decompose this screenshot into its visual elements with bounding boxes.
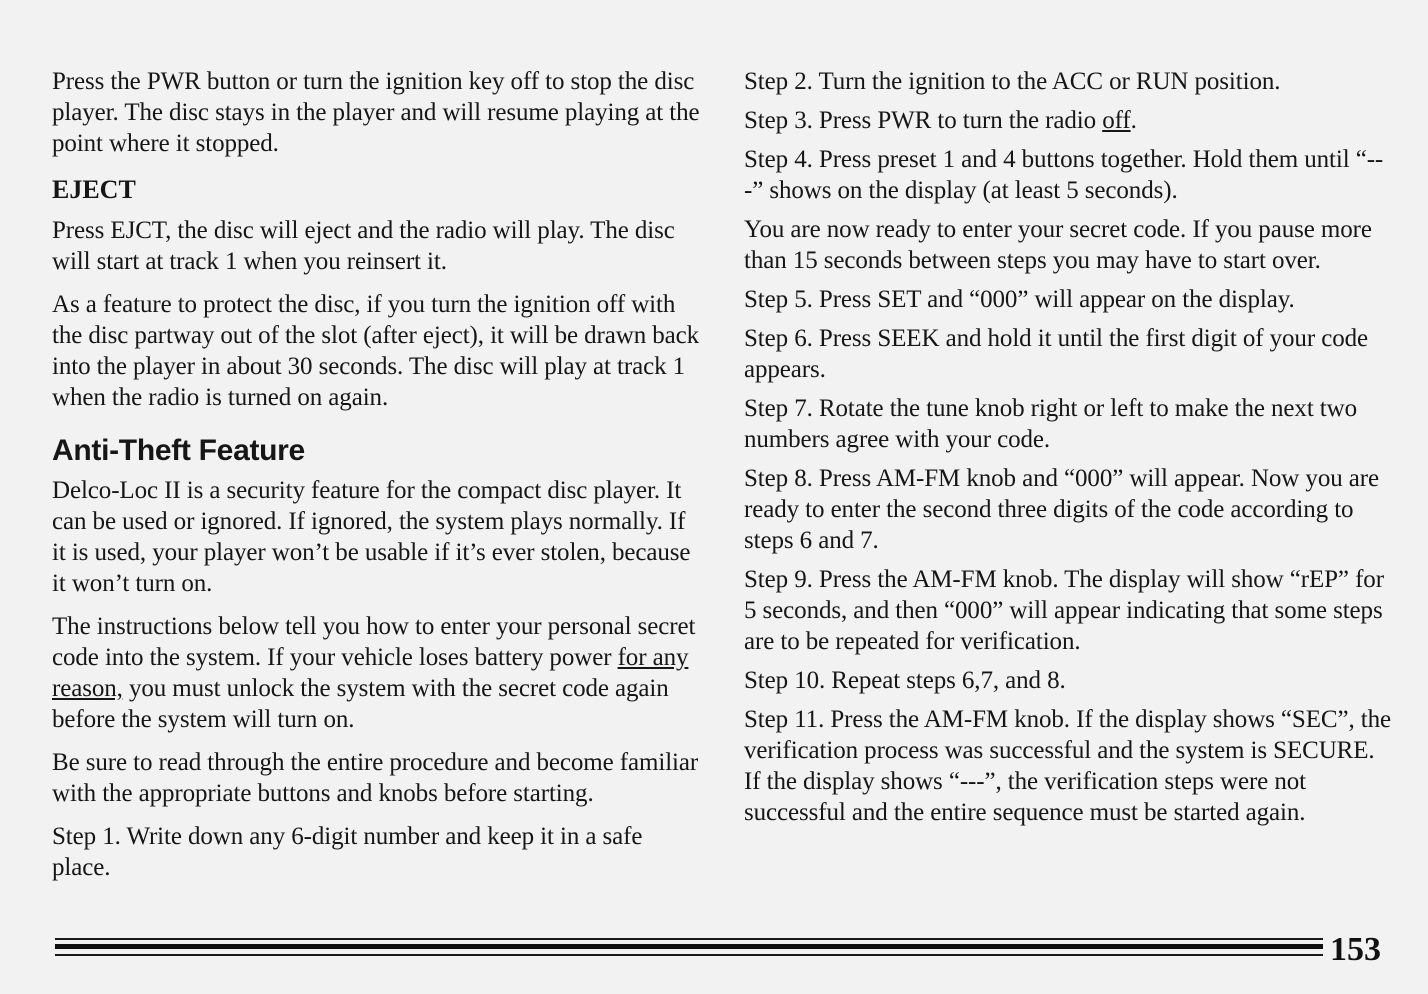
page-number: 153: [1330, 931, 1381, 968]
eject-heading: EJECT: [52, 175, 136, 204]
ready-paragraph: You are now ready to enter your secret code. If you pause more than 15 seconds between steps you may have to start over.: [744, 216, 1372, 274]
left-column: [52, 66, 702, 895]
step-1: Step 1. Write down any 6-digit number and keep it in a safe place.: [52, 823, 643, 881]
step-3-underlined: off: [1102, 107, 1131, 134]
right-column: [744, 66, 1394, 836]
eject-paragraph-1: Press EJCT, the disc will eject and the radio will play. The disc will start at track 1 when you reinsert it.: [52, 217, 675, 275]
step-5: Step 5. Press SET and “000” will appear on the display.: [744, 286, 1295, 313]
eject-paragraph-2: As a feature to protect the disc, if you turn the ignition off with the disc partway out of the slot (after eject), it will be drawn back into the player in about 30 seconds. The disc will play at track 1 when the radio is turned on again.: [52, 291, 700, 411]
footer-rule-bottom: [55, 954, 1323, 956]
step-8: Step 8. Press AM-FM knob and “000” will appear. Now you are ready to enter the second three digits of the code according to steps 6 and 7.: [744, 465, 1379, 554]
anti-theft-p2-underlined: for any reason,: [52, 644, 689, 702]
anti-theft-heading: Anti-Theft Feature: [52, 434, 305, 467]
step-4: Step 4. Press preset 1 and 4 buttons together. Hold them until “---” shows on the display (at least 5 seconds).: [744, 146, 1384, 204]
anti-theft-p2-start: The instructions below tell you how to enter your personal secret code into the system. If your vehicle loses battery power: [52, 613, 696, 671]
step-3-end: .: [1130, 107, 1137, 134]
anti-theft-paragraph-1: Delco-Loc II is a security feature for the compact disc player. It can be used or ignored. If ignored, the system plays normally. If it is used, your player won’t be usable if it’s ever stolen, because it won’t turn on.: [52, 477, 691, 597]
step-3-start: Step 3. Press PWR to turn the radio: [744, 107, 1103, 134]
intro-paragraph: Press the PWR button or turn the ignition key off to stop the disc player. The disc stays in the player and will resume playing at the point where it stopped.: [52, 68, 700, 157]
anti-theft-paragraph-2: [52, 611, 702, 735]
step-3: [744, 105, 1394, 136]
step-9: Step 9. Press the AM-FM knob. The display will show “rEP” for 5 seconds, and then “000” will appear indicating that some steps are to be repeated for verification.: [744, 566, 1384, 655]
step-2: Step 2. Turn the ignition to the ACC or RUN position.: [744, 68, 1281, 95]
anti-theft-p2-end: you must unlock the system with the secret code again before the system will turn on.: [52, 675, 669, 733]
anti-theft-paragraph-3: Be sure to read through the entire procedure and become familiar with the appropriate buttons and knobs before starting.: [52, 749, 699, 807]
footer-rule-thick: [55, 944, 1323, 949]
step-11: Step 11. Press the AM-FM knob. If the display shows “SEC”, the verification process was successful and the system is SECURE. If the display shows “---”, the verification steps were not successful and the entire sequence must be started again.: [744, 706, 1392, 826]
step-6: Step 6. Press SEEK and hold it until the first digit of your code appears.: [744, 325, 1368, 383]
footer-rules: [55, 936, 1323, 966]
step-7: Step 7. Rotate the tune knob right or left to make the next two numbers agree with your code.: [744, 395, 1358, 453]
footer-rule-top: [55, 938, 1323, 940]
step-10: Step 10. Repeat steps 6,7, and 8.: [744, 667, 1066, 694]
